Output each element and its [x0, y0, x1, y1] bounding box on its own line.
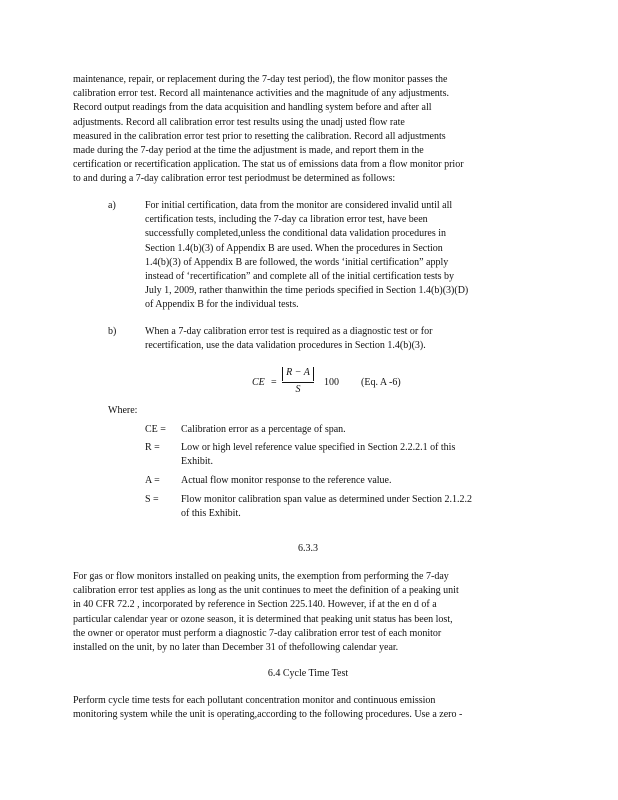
text-line: Calibration error as a percentage of span.	[181, 424, 346, 435]
text-line: Perform cycle time tests for each pollutant concentration monitor and continuous emission	[73, 695, 436, 706]
text-line: calibration error test applies as long as the unit continues to meet the definition of a peaking unit	[73, 585, 459, 597]
item-b-label: b)	[108, 326, 117, 337]
text-line: successfully completed,unless the conditional data validation procedures in	[145, 228, 447, 240]
text-line: particular calendar year or ozone season, it is determined that peaking unit status has been lost,	[73, 613, 453, 625]
def-s-text	[181, 493, 521, 521]
text-line: the owner or operator must perform a diagnostic 7-day calibration error test of each monitor	[73, 627, 442, 639]
def-r-text	[181, 441, 521, 469]
abs-bar-left	[282, 367, 283, 381]
def-s-term: S =	[145, 494, 159, 505]
text-line: certification tests, including the 7-day ca libration error test, have been	[145, 214, 428, 226]
text-line: When a 7-day calibration error test is required as a diagnostic test or for	[145, 326, 433, 337]
text-line: July 1, 2009, rather thanwithin the time periods specified in Section 1.4(b)(3)(D)	[145, 285, 469, 297]
fraction-bar	[282, 382, 314, 383]
intro-paragraph	[73, 73, 543, 187]
section-64-heading: 6.4 Cycle Time Test	[267, 668, 349, 679]
item-a-text	[145, 199, 517, 313]
text-line: certification or recertification application. The stat us of emissions data from a flow monitor prior	[73, 159, 464, 171]
item-a-label: a)	[108, 200, 116, 211]
def-ce-text	[181, 423, 521, 437]
equation-denominator: S	[295, 384, 301, 395]
text-line: Exhibit.	[181, 456, 213, 468]
text-line: monitoring system while the unit is operating,according to the following procedures. Use a zero -	[73, 709, 463, 721]
equation-equals: =	[271, 377, 277, 388]
text-line: maintenance, repair, or replacement during the 7-day test period), the flow monitor passes the	[73, 74, 448, 85]
text-line: instead of ‘recertification” and complete all of the initial certification tests by	[145, 271, 455, 283]
text-line: Record output readings from the data acquisition and handling system before and after all	[73, 102, 432, 114]
text-line: calibration error test. Record all maintenance activities and the magnitude of any adjustments.	[73, 88, 449, 100]
text-line: recertification, use the data validation procedures in Section 1.4(b)(3).	[145, 340, 426, 352]
text-line: Actual flow monitor response to the reference value.	[181, 475, 392, 486]
text-line: For initial certification, data from the monitor are considered invalid until all	[145, 200, 453, 211]
def-a-term: A =	[145, 475, 160, 486]
equation-label: (Eq. A -6)	[361, 377, 401, 388]
text-line: to and during a 7-day calibration error test periodmust be determined as follows:	[73, 173, 396, 185]
def-ce-term: CE =	[145, 424, 166, 435]
section-64-paragraph	[73, 694, 543, 722]
text-line: Low or high level reference value specified in Section 2.2.2.1 of this	[181, 442, 456, 453]
def-a-text	[181, 474, 521, 488]
def-r-term: R =	[145, 442, 160, 453]
text-line: in 40 CFR 72.2 , incorporated by reference in Section 225.140. However, if at the en d of a	[73, 599, 437, 611]
section-633-heading: 6.3.3	[298, 543, 318, 554]
where-label: Where:	[108, 405, 138, 416]
section-633-paragraph	[73, 570, 543, 655]
equation-lhs: CE	[252, 377, 265, 388]
text-line: Section 1.4(b)(3) of Appendix B are used. When the procedures in Section	[145, 242, 443, 254]
text-line: made during the 7-day period at the time the adjustment is made, and report them in the	[73, 145, 424, 157]
text-line: measured in the calibration error test prior to resetting the calibration. Record all adjustments	[73, 130, 446, 142]
text-line: 1.4(b)(3) of Appendix B are followed, the words ‘initial certification” apply	[145, 256, 449, 268]
text-line: of this Exhibit.	[181, 508, 241, 520]
equation-multiplier: 100	[324, 377, 339, 388]
text-line: of Appendix B for the individual tests.	[145, 299, 299, 311]
text-line: For gas or flow monitors installed on peaking units, the exemption from performing the 7-day	[73, 571, 449, 582]
text-line: adjustments. Record all calibration error test results using the unadj usted flow rate	[73, 116, 405, 128]
calibration-error-equation	[240, 363, 460, 403]
item-b-text	[145, 325, 517, 353]
text-line: installed on the unit, by no later than December 31 of thefollowing calendar year.	[73, 642, 399, 654]
equation-numerator: R − A	[286, 367, 310, 378]
abs-bar-right	[313, 367, 314, 381]
text-line: Flow monitor calibration span value as determined under Section 2.1.2.2	[181, 494, 473, 505]
